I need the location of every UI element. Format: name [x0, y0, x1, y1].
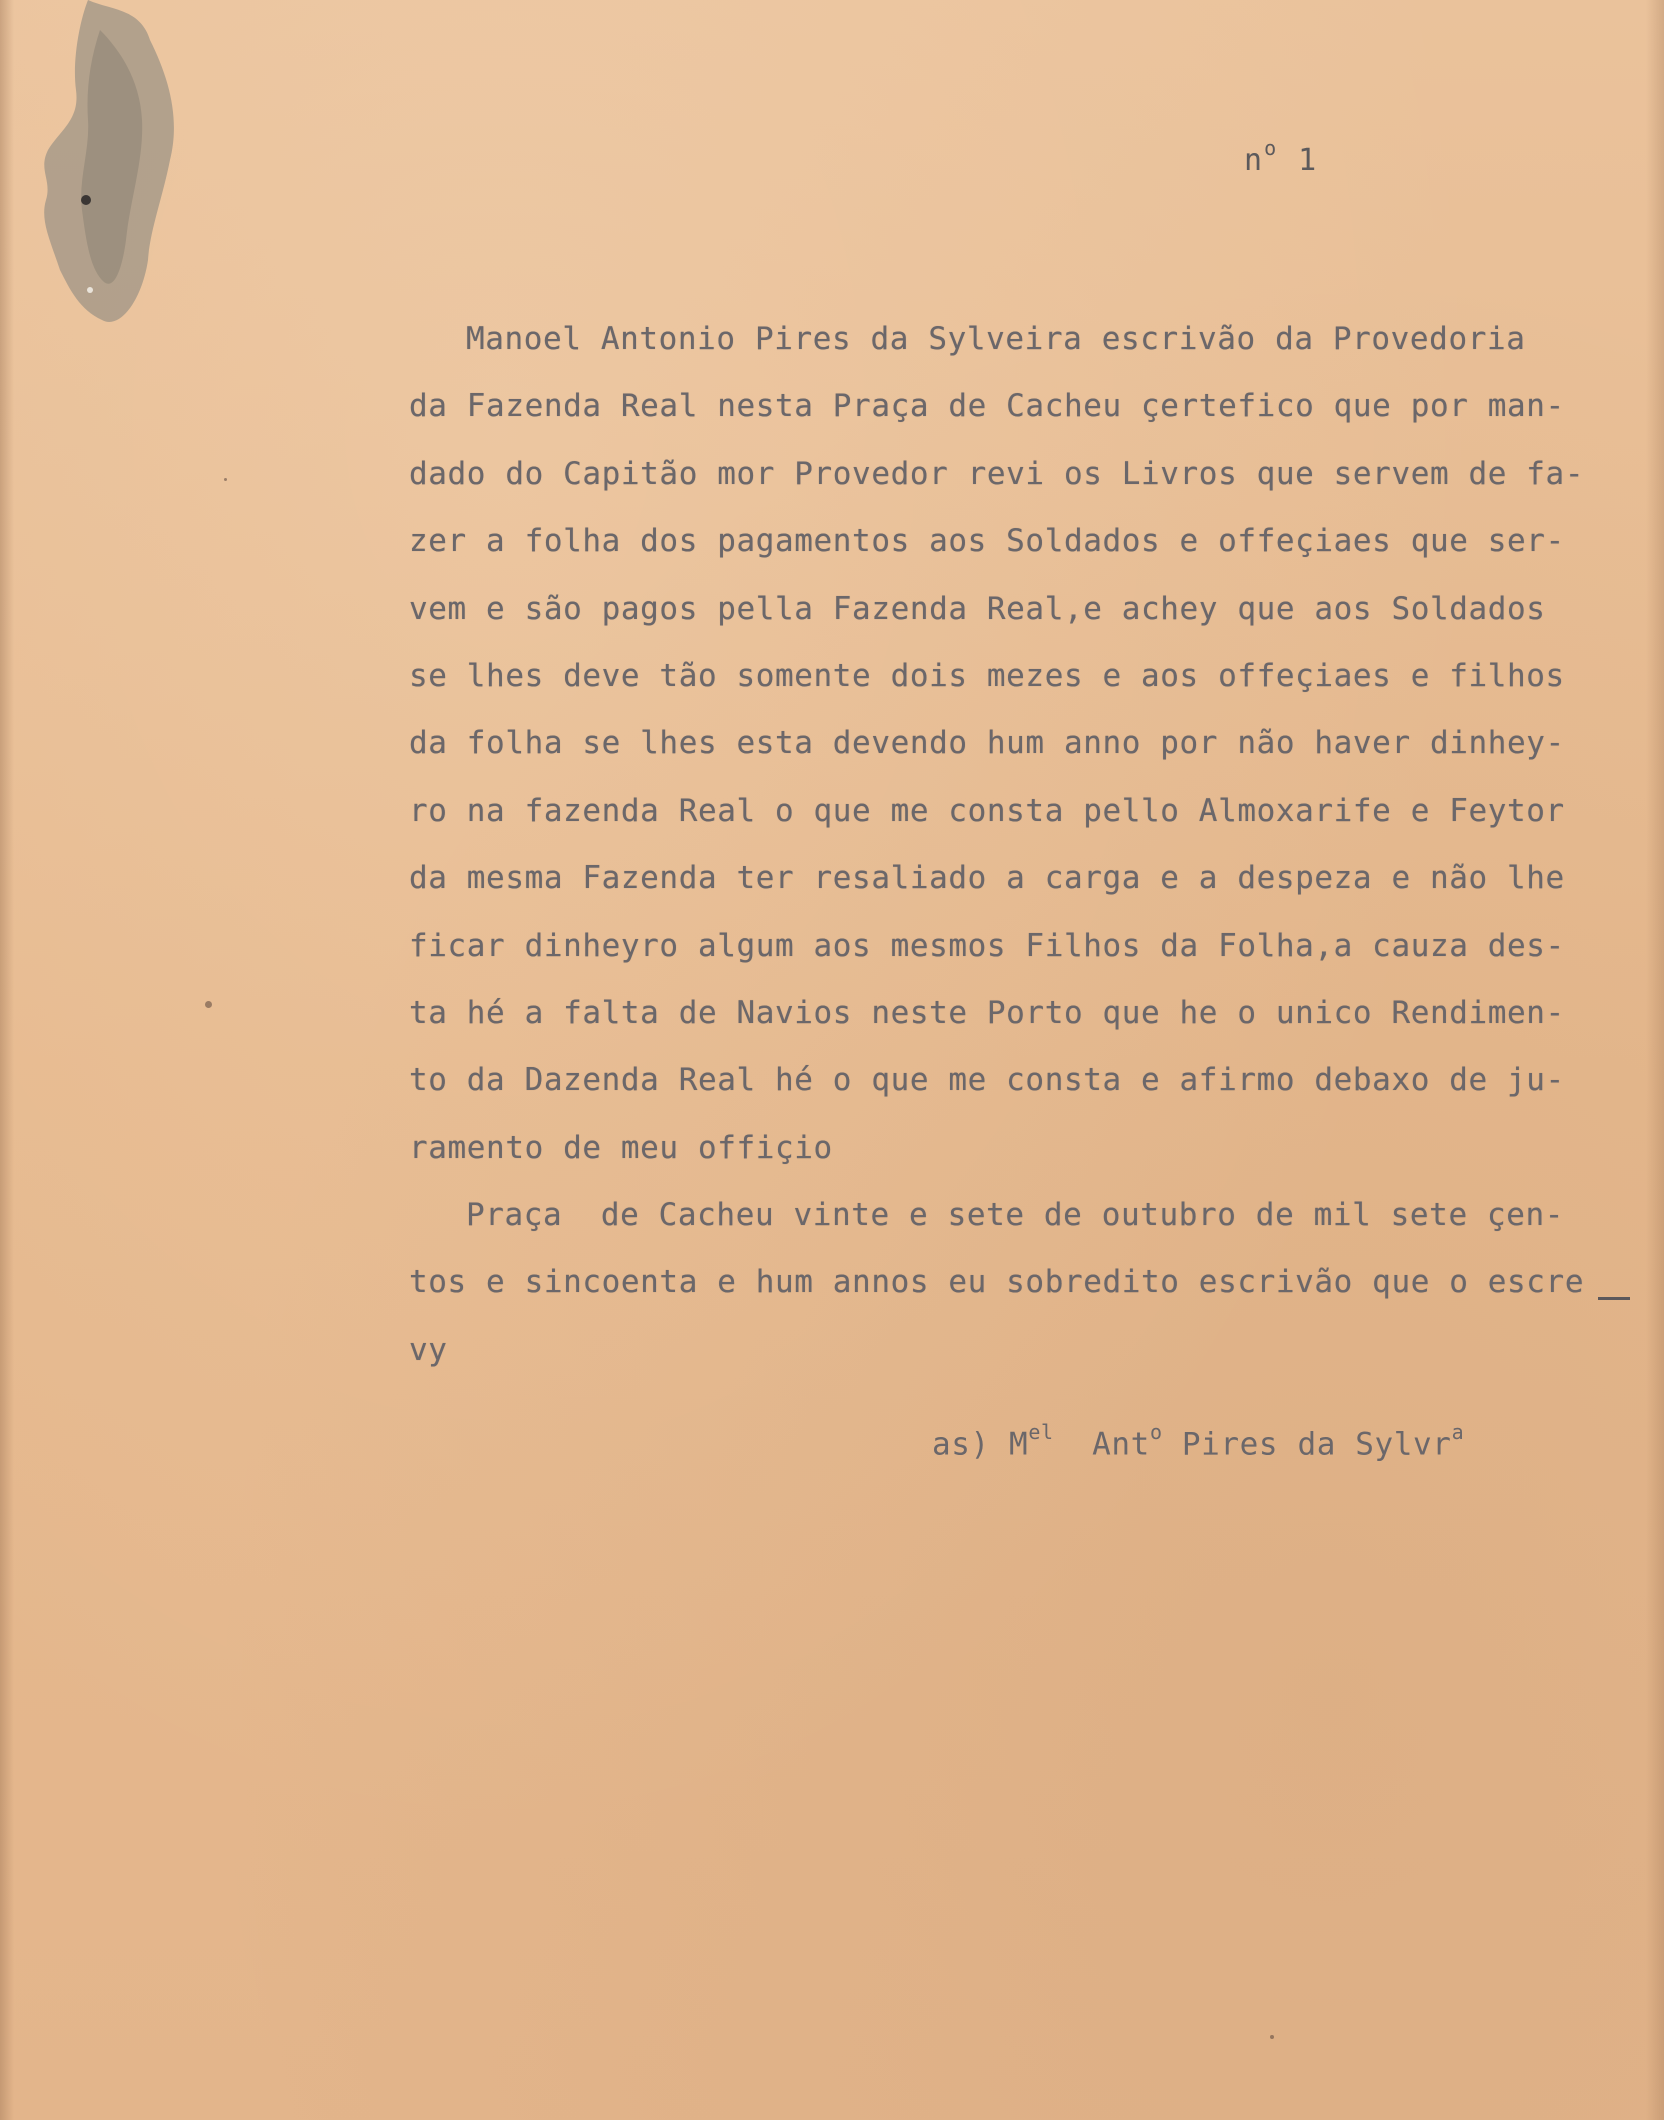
text-line: vy [409, 1331, 448, 1368]
paper-speck [224, 478, 227, 481]
page-number-prefix: n [1244, 143, 1265, 178]
text-line: ficar dinheyro algum aos mesmos Filhos da Folha,a cauza des- [409, 927, 1565, 964]
text-line: Manoel Antonio Pires da Sylveira escrivão da Provedoria [466, 321, 1526, 357]
text-line: ramento de meu offiçio [409, 1129, 833, 1166]
page-number-value: 1 [1278, 143, 1319, 178]
paper-speck [205, 1001, 212, 1008]
page-number-superscript: o [1264, 136, 1279, 160]
signature-superscript: el [1028, 1420, 1054, 1444]
text-line: vem e são pagos pella Fazenda Real,e achey que aos Soldados [409, 590, 1546, 627]
text-line: dado do Capitão mor Provedor revi os Livros que servem de fa- [409, 455, 1585, 492]
page-left-edge-shadow [0, 0, 14, 2120]
signature-superscript: a [1451, 1420, 1465, 1444]
signature-name: Pires da Sylvr [1162, 1426, 1452, 1463]
text-line: zer a folha dos pagamentos aos Soldados e offeçiaes que ser- [409, 523, 1565, 560]
text-line: da folha se lhes esta devendo hum anno por não haver dinhey- [409, 725, 1565, 762]
page-right-edge-shadow [1646, 0, 1664, 2120]
signature-superscript: o [1149, 1420, 1163, 1444]
text-line: to da Dazenda Real hé o que me consta e afirmo debaxo de ju- [409, 1062, 1565, 1099]
text-line: da mesma Fazenda ter resaliado a carga e a despeza e não lhe [409, 860, 1565, 897]
text-line: Praça de Cacheu vinte e sete de outubro de mil sete çen- [466, 1197, 1565, 1234]
text-line: se lhes deve tão somente dois mezes e aos offeçiaes e filhos [409, 657, 1565, 694]
text-line: da Fazenda Real nesta Praça de Cacheu çertefico que por man- [409, 388, 1565, 425]
signature-line [932, 1420, 1465, 1463]
text-line: tos e sincoenta e hum annos eu sobredito escrivão que o escre [409, 1264, 1585, 1301]
page-number [1244, 136, 1319, 178]
text-line: ro na fazenda Real o que me consta pello Almoxarife e Feytor [409, 792, 1565, 829]
certificate-body [409, 306, 1629, 1384]
handwritten-underline [1598, 1297, 1630, 1300]
signature-prefix: as) M [932, 1426, 1029, 1463]
paper-stain [30, 0, 180, 330]
signature-middle: Ant [1053, 1426, 1150, 1463]
text-line: ta hé a falta de Navios neste Porto que he o unico Rendimen- [409, 994, 1565, 1031]
paper-speck [1270, 2035, 1274, 2039]
